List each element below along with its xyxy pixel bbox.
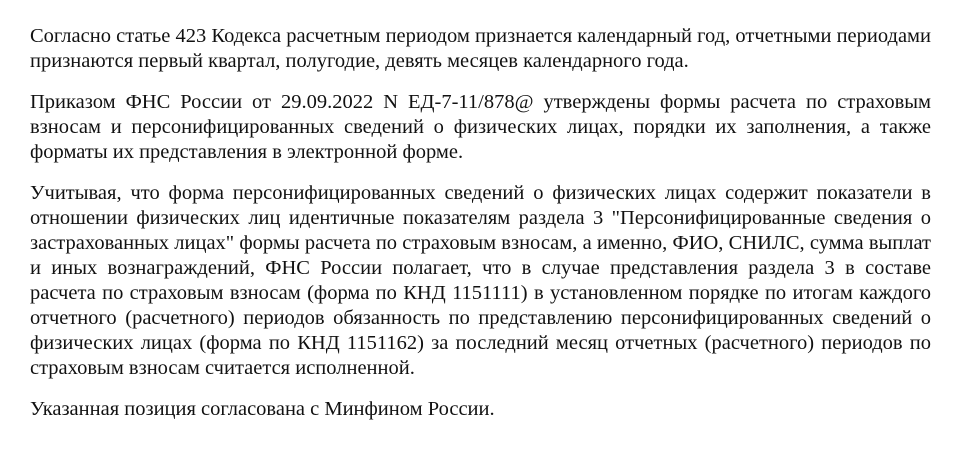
paragraph-fns-order: Приказом ФНС России от 29.09.2022 N ЕД-7-11/878@ утверждены формы расчета по страховым взносам и персонифицированных сведений о физических лицах, порядки их заполнения, а также форматы их представления в электронной форме. — [30, 91, 931, 163]
document-body — [30, 24, 931, 422]
paragraph-reporting-periods: Согласно статье 423 Кодекса расчетным периодом признается календарный год, отчетными периодами признаются первый квартал, полугодие, девять месяцев календарного года. — [30, 25, 931, 72]
paragraph-minfin-agreement: Указанная позиция согласована с Минфином России. — [30, 398, 495, 420]
paragraph-fns-position: Учитывая, что форма персонифицированных сведений о физических лицах содержит показатели в отношении физических лиц идентичные показателям раздела 3 "Персонифицированные сведения о застрахованных лицах" формы расчета по страховым взносам, а именно, ФИО, СНИЛС, сумма выплат и иных вознаграждений, ФНС России полагает, что в случае представления раздела 3 в составе расчета по страховым взносам (форма по КНД 1151111) в установленном порядке по итогам каждого отчетного (расчетного) периодов обязанность по представлению персонифицированных сведений о физических лицах (форма по КНД 1151162) за последний месяц отчетных (расчетного) периодов по страховым взносам считается исполненной. — [30, 182, 931, 379]
